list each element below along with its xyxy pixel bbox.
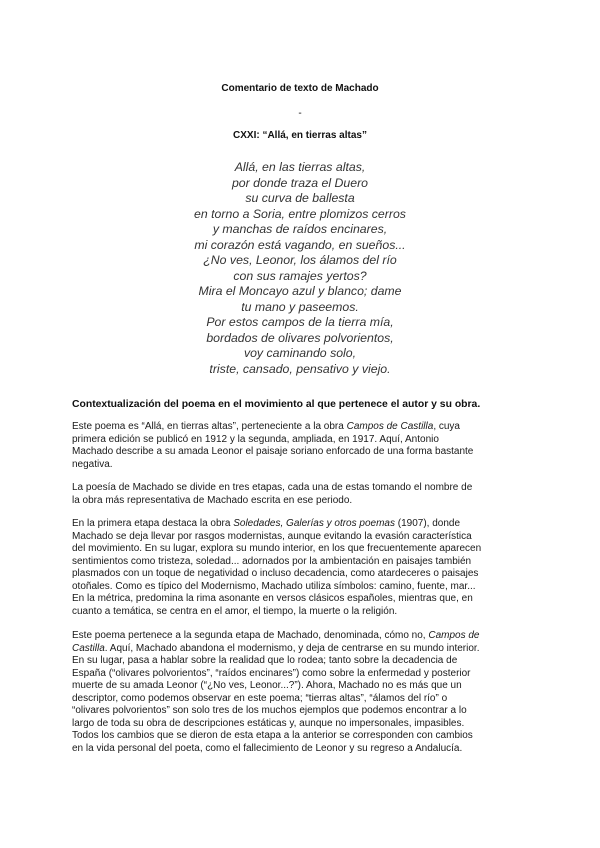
book-title: Campos de Castilla [346,421,434,432]
poem-line: y manchas de raídos encinares, [212,222,388,236]
paragraph-line [72,421,542,434]
text-run: Este poema pertenece a la segunda etapa de Machado, denominada, cómo no, [72,630,429,641]
paragraph-line: muerte de su amada Leonor (“¿No ves, Leonor...?”). Ahora, Machado no es más que un [72,680,462,691]
paragraph-line: plasmados con un toque de negatividad o incluso decadencia, como atardeceres o paisajes [72,568,479,579]
paragraph-line: cuanto a temática, se centra en el amor, el tiempo, la muerte o la religión. [72,605,398,617]
paragraph-line: primera edición se publicó en 1912 y la segunda, ampliada, en 1917. Aquí, Antonio [72,433,439,445]
title-separator: - [298,108,302,119]
section-heading: Contextualización del poema en el movimiento al que pertenece el autor y su obra. [72,399,481,410]
poem-line: tu mano y paseemos. [241,299,359,314]
book-title: Castilla [72,642,105,654]
poem-line: con sus ramajes yertos? [233,268,367,283]
text-run: Este poema es “Allá, en tierras altas”, perteneciente a la obra [72,421,347,432]
text-run: . Aquí, Machado abandona el modernismo, y deja de centrarse en su mundo interior. [104,642,480,654]
poem-line: ¿No ves, Leonor, los álamos del río [203,253,397,267]
paragraph-line: “olivares polvorientos” son solo tres de los muchos ejemplos que podemos encontrar a lo [72,705,467,716]
paragraph-3 [72,518,542,618]
paragraph-line: En su lugar, pasa a hablar sobre la realidad que lo rodea; tanto sobre la decadencia de [72,655,458,666]
book-title: Campos de [428,630,480,641]
poem-line: voy caminando solo, [243,346,357,360]
paragraph-line [72,643,542,656]
paragraph-line: la obra más representativa de Machado escrita en ese periodo. [72,494,353,506]
book-title: Soledades, Galerías y otros poemas [233,518,395,529]
poem-line: bordados de olivares polvorientos, [206,330,394,345]
paragraph-line: España (“olivares polvorientos”, “raídos encinares”) como sobre la enfermedad y posterior [72,667,471,679]
paragraph-line: del movimiento. En su lugar, explora su mundo interior, en los que frecuentemente aparecen [72,543,482,554]
text-run: En la primera etapa destaca la obra [72,518,234,529]
paragraph-line: La poesía de Machado se divide en tres etapas, cada una de estas tomando el nombre de [72,482,473,493]
paragraph-1 [72,421,542,471]
paragraph-line: otoñales. Como es típico del Modernismo, Machado utiliza símbolos: camino, fuente, mar... [72,580,476,592]
paragraph-line: en la vida personal del poeta, como el fallecimiento de Leonor y su regreso a Andalucía. [72,742,463,754]
poem-line: mi corazón está vagando, en sueños... [194,237,406,252]
poem-title: CXXI: “Allá, en tierras altas” [233,130,367,141]
poem-line: en torno a Soria, entre plomizos cerros [194,206,406,221]
paragraph-line: Todos los cambios que se dieron de esta etapa a la anterior se corresponden con cambios [72,730,473,741]
paragraph-4 [72,630,542,755]
poem-line: Por estos campos de la tierra mía, [206,315,394,329]
poem-line: Mira el Moncayo azul y blanco; dame [198,284,402,298]
paragraph-line: negativa. [72,458,113,470]
paragraph-2 [72,482,542,507]
paragraph-line: En la métrica, predomina la rima asonante en versos clásicos españoles, mientras que, en [72,593,473,604]
poem-line: Allá, en las tierras altas, [234,160,366,174]
poem-block [0,160,600,377]
poem-line: por donde traza el Duero [231,175,369,190]
paragraph-line [72,518,542,531]
poem-line: triste, cansado, pensativo y viejo. [209,361,391,376]
paragraph-line: Machado describe a su amada Leonor el paisaje soriano enforcado de una forma bastante [72,446,474,457]
paragraph-line: Machado se deja llevar por rasgos modernistas, aunque evitando la evasión característica [72,530,472,542]
paragraph-line: descriptor, como podemos observar en este poema; “tierras altas”, “álamos del río” o [72,692,448,704]
document-title: Comentario de texto de Machado [221,83,379,94]
paragraph-line: sentimientos como tristeza, soledad... adornados por la ambientación en paisajes también [72,555,472,567]
paragraph-line: largo de toda su obra de descripciones estáticas y, aunque no impersonales, impasibles. [72,717,465,729]
paragraph-line [72,630,542,643]
poem-line: su curva de ballesta [245,191,355,205]
text-run: (1907), donde [394,518,461,529]
text-run: , cuya [433,421,460,432]
